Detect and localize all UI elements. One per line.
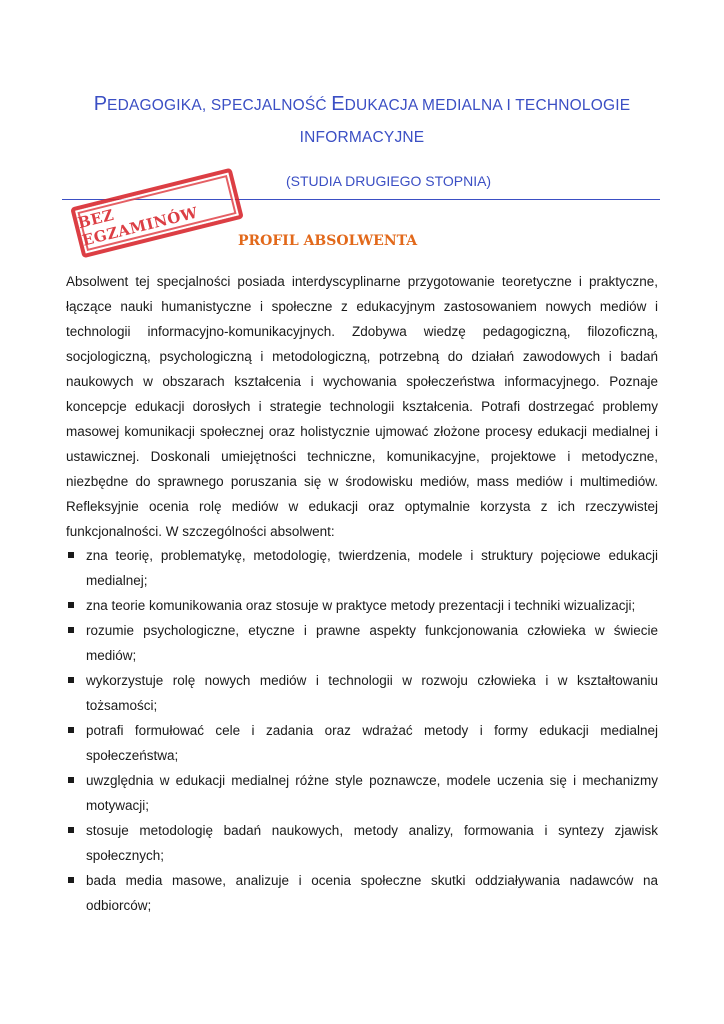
list-item: zna teorie komunikowania oraz stosuje w praktyce metody prezentacji i techniki wizualizacji; [66, 593, 658, 618]
bullet-square-icon [68, 827, 74, 833]
list-item: potrafi formułować cele i zadania oraz wdrażać metody i formy edukacji medialnej społeczeństwa; [66, 718, 658, 768]
bullet-square-icon [68, 677, 74, 683]
profile-paragraph [66, 269, 658, 544]
list-item: zna teorię, problematykę, metodologię, twierdzenia, modele i struktury pojęciowe edukacji medialnej; [66, 543, 658, 593]
bullet-square-icon [68, 602, 74, 608]
list-item: bada media masowe, analizuje i ocenia społeczne skutki oddziaływania nadawców na odbiorców; [66, 868, 658, 918]
document-subtitle: (STUDIA DRUGIEGO STOPNIA) [286, 173, 492, 189]
title-line-2: INFORMACYJNE [299, 129, 425, 146]
title-initial-p: P [93, 93, 108, 115]
bullet-square-icon [68, 877, 74, 883]
exam-free-stamp [70, 168, 244, 259]
list-item: stosuje metodologię badań naukowych, metody analizy, formowania i syntezy zjawisk społecznych; [66, 818, 658, 868]
title-part-2: DUKACJA MEDIALNA I TECHNOLOGIE [344, 97, 631, 114]
bullet-square-icon [68, 727, 74, 733]
bullet-square-icon [68, 627, 74, 633]
title-initial-e: E [331, 93, 345, 115]
bullet-square-icon [68, 552, 74, 558]
list-item: rozumie psychologiczne, etyczne i prawne aspekty funkcjonowania człowieka w świecie mediów; [66, 618, 658, 668]
bullet-square-icon [68, 777, 74, 783]
document-title [62, 89, 662, 153]
stamp-text: BEZ EGZAMINÓW [75, 203, 200, 250]
list-item: uwzględnia w edukacji medialnej różne style poznawcze, modele uczenia się i mechanizmy motywacji; [66, 768, 658, 818]
list-item: wykorzystuje rolę nowych mediów i technologii w rozwoju człowieka i w kształtowaniu tożsamości; [66, 668, 658, 718]
paragraph-text: Absolwent tej specjalności posiada interdyscyplinarne przygotowanie teoretyczne i praktyczne, łączące nauki humanistyczne i społeczne z edukacyjnym zastosowaniem nowych mediów i technologii informacyjno-komunikacyjnych. Zdobywa wiedzę pedagogiczną, filozoficzną, socjologiczną, psychologiczną i metodologiczną, potrzebną do działań zawodowych i badań naukowych w obszarach kształcenia i wychowania społeczeństwa informacyjnego. Poznaje koncepcje edukacji dorosłych i strategie technologii kształcenia. Potrafi dostrzegać problemy masowej komunikacji społecznej oraz holistycznie ujmować złożone procesy edukacji medialnej i ustawicznej. Doskonali umiejętności techniczne, komunikacyjne, projektowe i metodyczne, niezbędne do sprawnego poruszania się w środowisku mediów, mass mediów i multimediów. Refleksyjnie ocenia rolę mediów w edukacji oraz optymalnie korzysta z ich rzeczywistej funkcjonalności. W szczególności absolwent: [66, 274, 658, 539]
title-part-1: EDAGOGIKA, SPECJALNOŚĆ [107, 97, 332, 114]
section-title: PROFIL ABSOLWENTA [238, 233, 418, 249]
graduate-skills-list [66, 543, 658, 918]
